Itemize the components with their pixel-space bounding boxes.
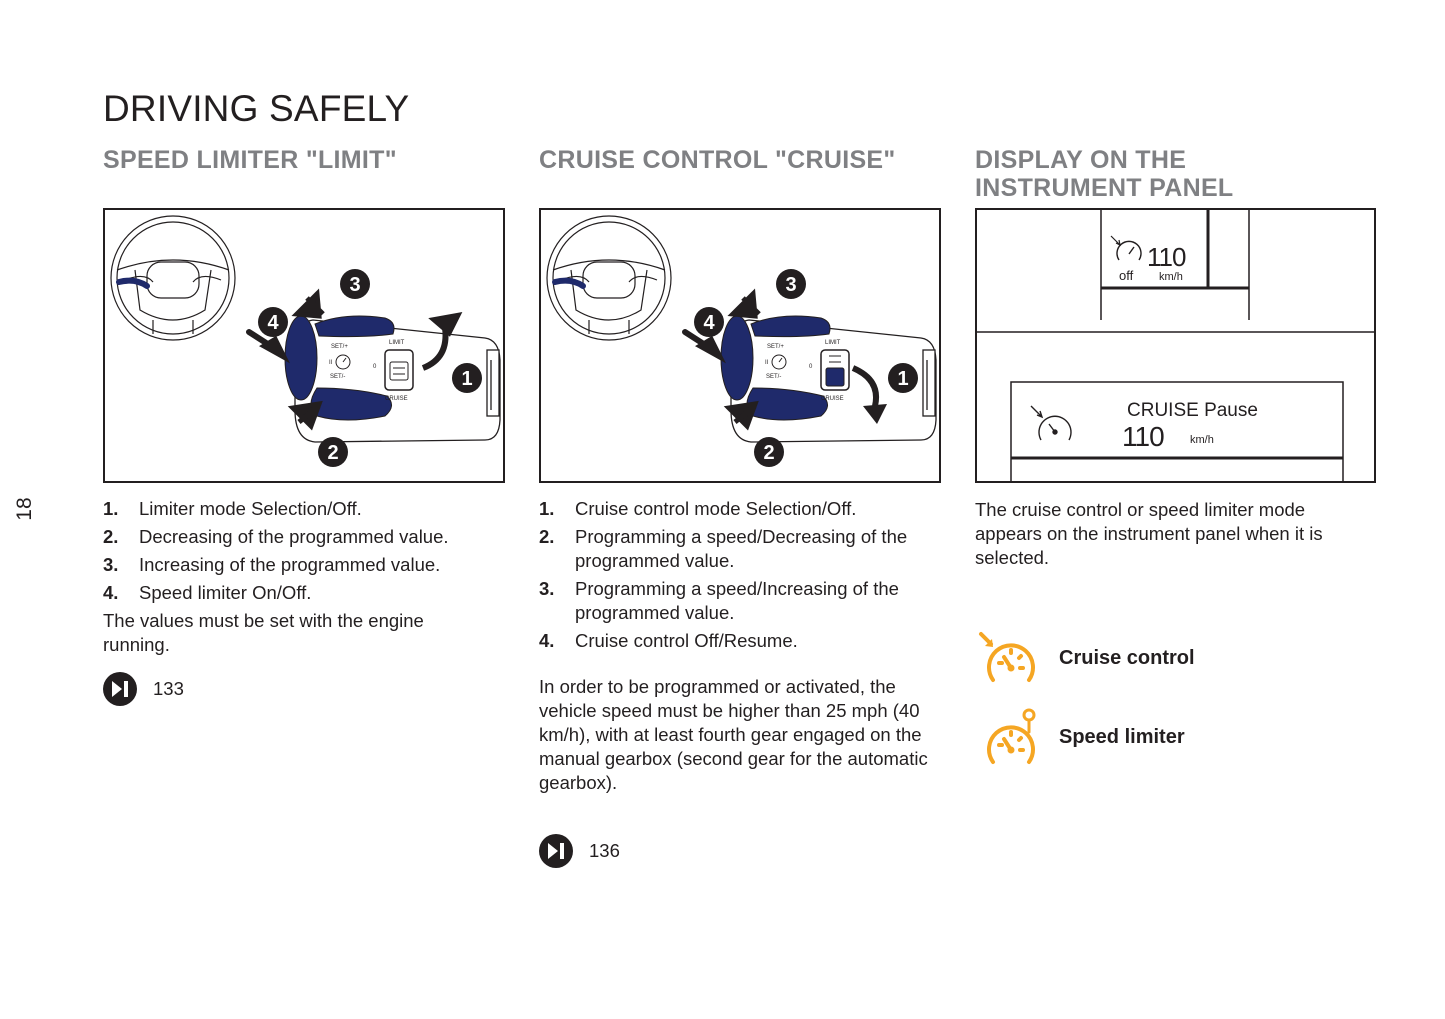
display-illustration xyxy=(977,210,1374,481)
callout-3 xyxy=(340,269,370,299)
selector-switch xyxy=(385,350,413,390)
end-button xyxy=(721,316,753,400)
speed-limiter-icon xyxy=(977,706,1037,768)
list-item: 2. Decreasing of the programmed value. xyxy=(103,526,449,547)
set-minus-label: SET/- xyxy=(766,374,782,380)
zero-label: 0 xyxy=(809,364,813,370)
pause-label: II xyxy=(765,360,769,366)
page-title: DRIVING SAFELY xyxy=(103,88,410,129)
set-plus-label: SET/+ xyxy=(331,344,348,350)
cruise-illustration xyxy=(541,210,939,481)
limit-label: LIMIT xyxy=(389,340,405,346)
upper-ring xyxy=(751,316,830,337)
cruise-speedometer-icon xyxy=(1031,406,1071,440)
cruise-label: CRUISE xyxy=(385,396,408,402)
bottom-screen xyxy=(1011,382,1343,481)
list-item: 4. Cruise control Off/Resume. xyxy=(539,630,798,651)
svg-text:1: 1 xyxy=(897,368,909,390)
callout-1 xyxy=(888,363,918,393)
cruise-label: CRUISE xyxy=(821,396,844,402)
display-figure xyxy=(975,208,1376,483)
callout-1 xyxy=(452,363,482,393)
legend-speed-limiter xyxy=(977,706,1185,768)
list-item: 4. Speed limiter On/Off. xyxy=(103,582,312,603)
svg-text:3: 3 xyxy=(785,274,797,296)
list-item: 1. Cruise control mode Selection/Off. xyxy=(539,498,857,519)
display-description: The cruise control or speed limiter mode appears on the instrument panel when it is selected. xyxy=(975,499,1323,568)
svg-text:4: 4 xyxy=(703,312,715,334)
svg-text:4: 4 xyxy=(267,312,279,334)
top-unit: km/h xyxy=(1159,271,1183,283)
legend-cruise-control-label: Cruise control xyxy=(1059,646,1195,669)
zero-label: 0 xyxy=(373,364,377,370)
callout-4 xyxy=(258,307,288,337)
limiter-note: The values must be set with the engine running. xyxy=(103,610,424,655)
limiter-page-reference[interactable] xyxy=(103,672,184,706)
display-heading-line2: INSTRUMENT PANEL xyxy=(975,174,1234,202)
bottom-mode: CRUISE Pause xyxy=(1127,400,1258,421)
callout-4 xyxy=(694,307,724,337)
upper-ring xyxy=(315,316,394,337)
svg-text:2: 2 xyxy=(763,442,775,464)
display-heading xyxy=(975,146,1234,202)
callout-3 xyxy=(776,269,806,299)
limiter-page-ref-number: 133 xyxy=(153,678,184,699)
cruise-page-ref-number: 136 xyxy=(589,840,620,861)
bottom-speed-value: 110 xyxy=(1122,421,1164,452)
limiter-list xyxy=(103,497,503,609)
limiter-heading: SPEED LIMITER "LIMIT" xyxy=(103,146,397,174)
pause-label: II xyxy=(329,360,333,366)
set-plus-label: SET/+ xyxy=(767,344,784,350)
top-status: off xyxy=(1119,268,1134,283)
legend-cruise-control xyxy=(977,630,1195,686)
speedometer-icon xyxy=(1111,236,1141,260)
top-speed-value: 110 xyxy=(1147,242,1186,272)
callout-2 xyxy=(318,437,348,467)
cruise-note: In order to be programmed or activated, the vehicle speed must be higher than 25 mph (40 km/h), with at least fourth gear engaged on the manual gearbox (second gear for the automatic gearbox). xyxy=(539,676,928,793)
list-item: 1. Limiter mode Selection/Off. xyxy=(103,498,362,519)
list-item: 2. Programming a speed/Decreasing of the programmed value. xyxy=(539,526,908,571)
limiter-figure xyxy=(103,208,505,483)
callout-2 xyxy=(754,437,784,467)
page-number: 18 xyxy=(13,497,36,521)
svg-text:2: 2 xyxy=(327,442,339,464)
limit-label: LIMIT xyxy=(825,340,841,346)
svg-text:1: 1 xyxy=(461,368,473,390)
cruise-control-icon xyxy=(977,630,1037,686)
limiter-illustration xyxy=(105,210,503,481)
cruise-figure xyxy=(539,208,941,483)
svg-text:3: 3 xyxy=(349,274,361,296)
page-reference-icon xyxy=(539,834,573,868)
page-reference-icon xyxy=(103,672,137,706)
legend-speed-limiter-label: Speed limiter xyxy=(1059,725,1185,748)
set-minus-label: SET/- xyxy=(330,374,346,380)
cruise-page-reference[interactable] xyxy=(539,834,620,868)
display-heading-line1: DISPLAY ON THE xyxy=(975,146,1187,174)
list-item: 3. Programming a speed/Increasing of the programmed value. xyxy=(539,578,899,623)
end-button xyxy=(285,316,317,400)
list-item: 3. Increasing of the programmed value. xyxy=(103,554,441,575)
cruise-list xyxy=(539,497,939,657)
bottom-unit: km/h xyxy=(1190,434,1214,446)
cruise-heading: CRUISE CONTROL "CRUISE" xyxy=(539,146,896,174)
